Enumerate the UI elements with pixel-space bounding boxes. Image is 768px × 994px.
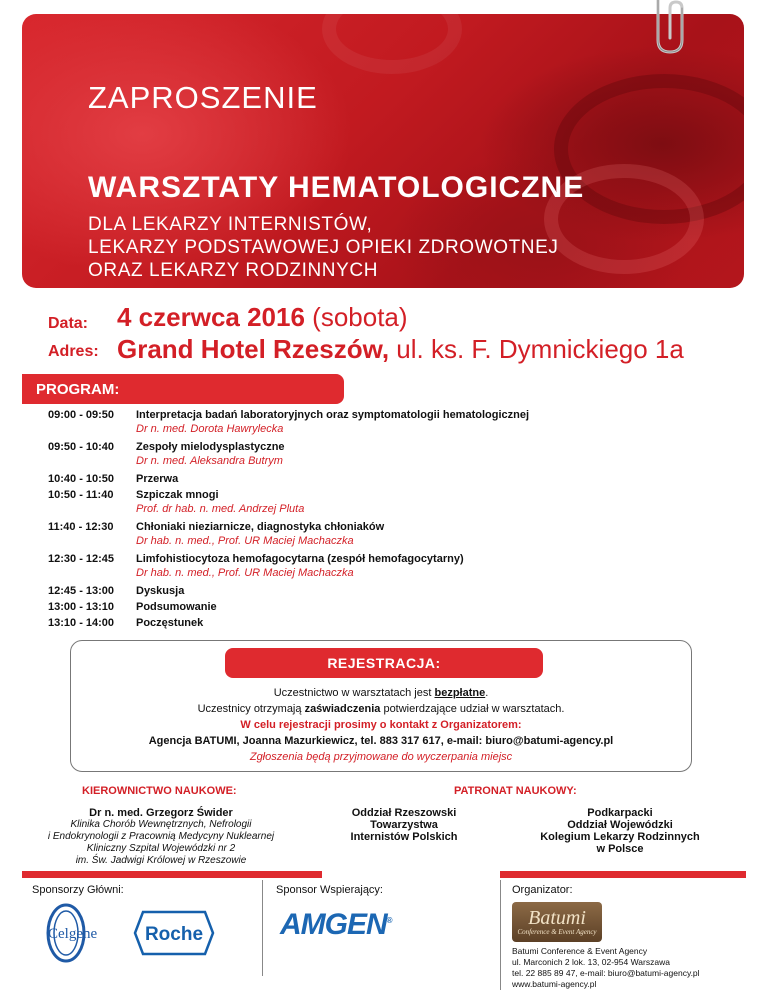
roche-logo (133, 910, 215, 956)
audience-line: ORAZ LEKARZY RODZINNYCH (88, 260, 379, 281)
header-banner (22, 14, 744, 288)
date-main: 4 czerwca 2016 (117, 302, 305, 332)
program-time: 09:50 - 10:40 (48, 441, 115, 453)
program-item (48, 552, 728, 580)
supporting-sponsor-label: Sponsor Wspierający: (276, 884, 383, 896)
batumi-logo (512, 902, 602, 942)
paperclip-icon (650, 0, 694, 56)
registration-text (70, 685, 692, 765)
registration-contact: Agencja BATUMI, Joanna Mazurkiewicz, tel. 883 317 617, e-mail: biuro@batumi-agency.pl (148, 735, 614, 747)
amgen-logo: AMGEN® (280, 908, 392, 941)
scientific-name: Dr n. med. Grzegorz Świder (89, 807, 233, 819)
registration-line: Uczestnicy otrzymają zaświadczenia potwierdzające udział w warsztatach. (197, 703, 565, 715)
column-divider (500, 880, 501, 990)
program-title: Zespoły mielodysplastyczne (136, 441, 285, 453)
program-list (48, 408, 728, 632)
program-title: Dyskusja (136, 585, 185, 597)
program-item (48, 408, 728, 436)
program-speaker: Dr hab. n. med., Prof. UR Maciej Machaczka (136, 567, 354, 579)
organizer-contact: Batumi Conference & Event Agency ul. Marconich 2 lok. 13, 02-954 Warszawa tel. 22 885 89 47, e-mail: biuro@batumi-agency.pl www.batumi-agency.pl (512, 946, 700, 989)
organizer-label: Organizator: (512, 884, 573, 896)
registration-note: Zgłoszenia będą przyjmowane do wyczerpania miejsc (249, 751, 513, 763)
program-item (48, 440, 728, 468)
program-item (48, 616, 728, 630)
scientific-label: KIEROWNICTWO NAUKOWE: (82, 785, 237, 797)
program-time: 12:30 - 12:45 (48, 553, 115, 565)
event-title: WARSZTATY HEMATOLOGICZNE (88, 171, 585, 204)
date-weekday: (sobota) (304, 302, 408, 332)
program-title: Limfohistiocytoza hemofagocytarna (zespół hemofagocytarny) (136, 553, 464, 565)
column-divider (262, 880, 263, 976)
batumi-subtitle: Conference & Event Agency (517, 928, 597, 936)
scientific-info: Dr n. med. Grzegorz Świder Klinika Chorób Wewnętrznych, Nefrologii i Endokrynologii z Pracownią Medycyny Nuklearnej Kliniczny Szpital Wojewódzki nr 2 im. Św. Jadwigi Królowej w Rzeszowie (30, 807, 292, 867)
registration-line: Uczestnictwo w warsztatach jest bezpłatne. (273, 687, 489, 699)
program-title: Interpretacja badań laboratoryjnych oraz symptomatologii hematologicznej (136, 409, 530, 421)
address-main: Grand Hotel Rzeszów, (117, 334, 390, 364)
program-item (48, 600, 728, 614)
patronage-org-1: Oddział Rzeszowski Towarzystwa Internistów Polskich (350, 807, 458, 843)
program-time: 13:00 - 13:10 (48, 601, 115, 613)
program-time: 12:45 - 13:00 (48, 585, 115, 597)
program-time: 10:40 - 10:50 (48, 473, 115, 485)
program-time: 13:10 - 14:00 (48, 617, 115, 629)
program-item (48, 472, 728, 486)
program-title: Podsumowanie (136, 601, 217, 613)
event-date (117, 302, 408, 333)
date-label: Data: (48, 315, 89, 332)
program-speaker: Dr n. med. Aleksandra Butrym (136, 455, 283, 467)
program-time: 11:40 - 12:30 (48, 521, 114, 533)
address-street: ul. ks. F. Dymnickiego 1a (389, 334, 684, 364)
event-address (117, 334, 684, 365)
program-speaker: Dr hab. n. med., Prof. UR Maciej Machaczka (136, 535, 354, 547)
program-title: Poczęstunek (136, 617, 204, 629)
address-label: Adres: (48, 343, 99, 360)
roche-wordmark: Roche (144, 924, 204, 945)
program-time: 09:00 - 09:50 (48, 409, 115, 421)
banner-swirl (322, 14, 462, 74)
celgene-wordmark: Celgene (48, 926, 98, 942)
amgen-wordmark: AMGEN (280, 908, 387, 941)
program-speaker: Prof. dr hab. n. med. Andrzej Pluta (136, 503, 305, 515)
registration-contact-line: W celu rejestracji prosimy o kontakt z Organizatorem: (240, 719, 522, 731)
registration-label: REJESTRACJA: (225, 648, 543, 678)
divider-bar (22, 871, 322, 878)
program-title: Szpiczak mnogi (136, 489, 219, 501)
batumi-wordmark: Batumi (528, 907, 586, 929)
program-time: 10:50 - 11:40 (48, 489, 114, 501)
program-item (48, 488, 728, 516)
audience-line: LEKARZY PODSTAWOWEJ OPIEKI ZDROWOTNEJ (88, 237, 559, 258)
patronage-label: PATRONAT NAUKOWY: (454, 785, 577, 797)
patronage-org-2: Podkarpacki Oddział Wojewódzki Kolegium Lekarzy Rodzinnych w Polsce (540, 807, 700, 855)
program-speaker: Dr n. med. Dorota Hawrylecka (136, 423, 284, 435)
program-title: Przerwa (136, 473, 179, 485)
program-item (48, 520, 728, 548)
main-sponsors-label: Sponsorzy Główni: (32, 884, 124, 896)
program-title: Chłoniaki nieziarnicze, diagnostyka chłoniaków (136, 521, 385, 533)
celgene-logo (44, 902, 118, 964)
divider-bar (500, 871, 746, 878)
audience-line: DLA LEKARZY INTERNISTÓW, (88, 214, 373, 235)
program-item (48, 584, 728, 598)
invite-heading: ZAPROSZENIE (88, 80, 318, 115)
program-label: PROGRAM: (22, 374, 344, 404)
